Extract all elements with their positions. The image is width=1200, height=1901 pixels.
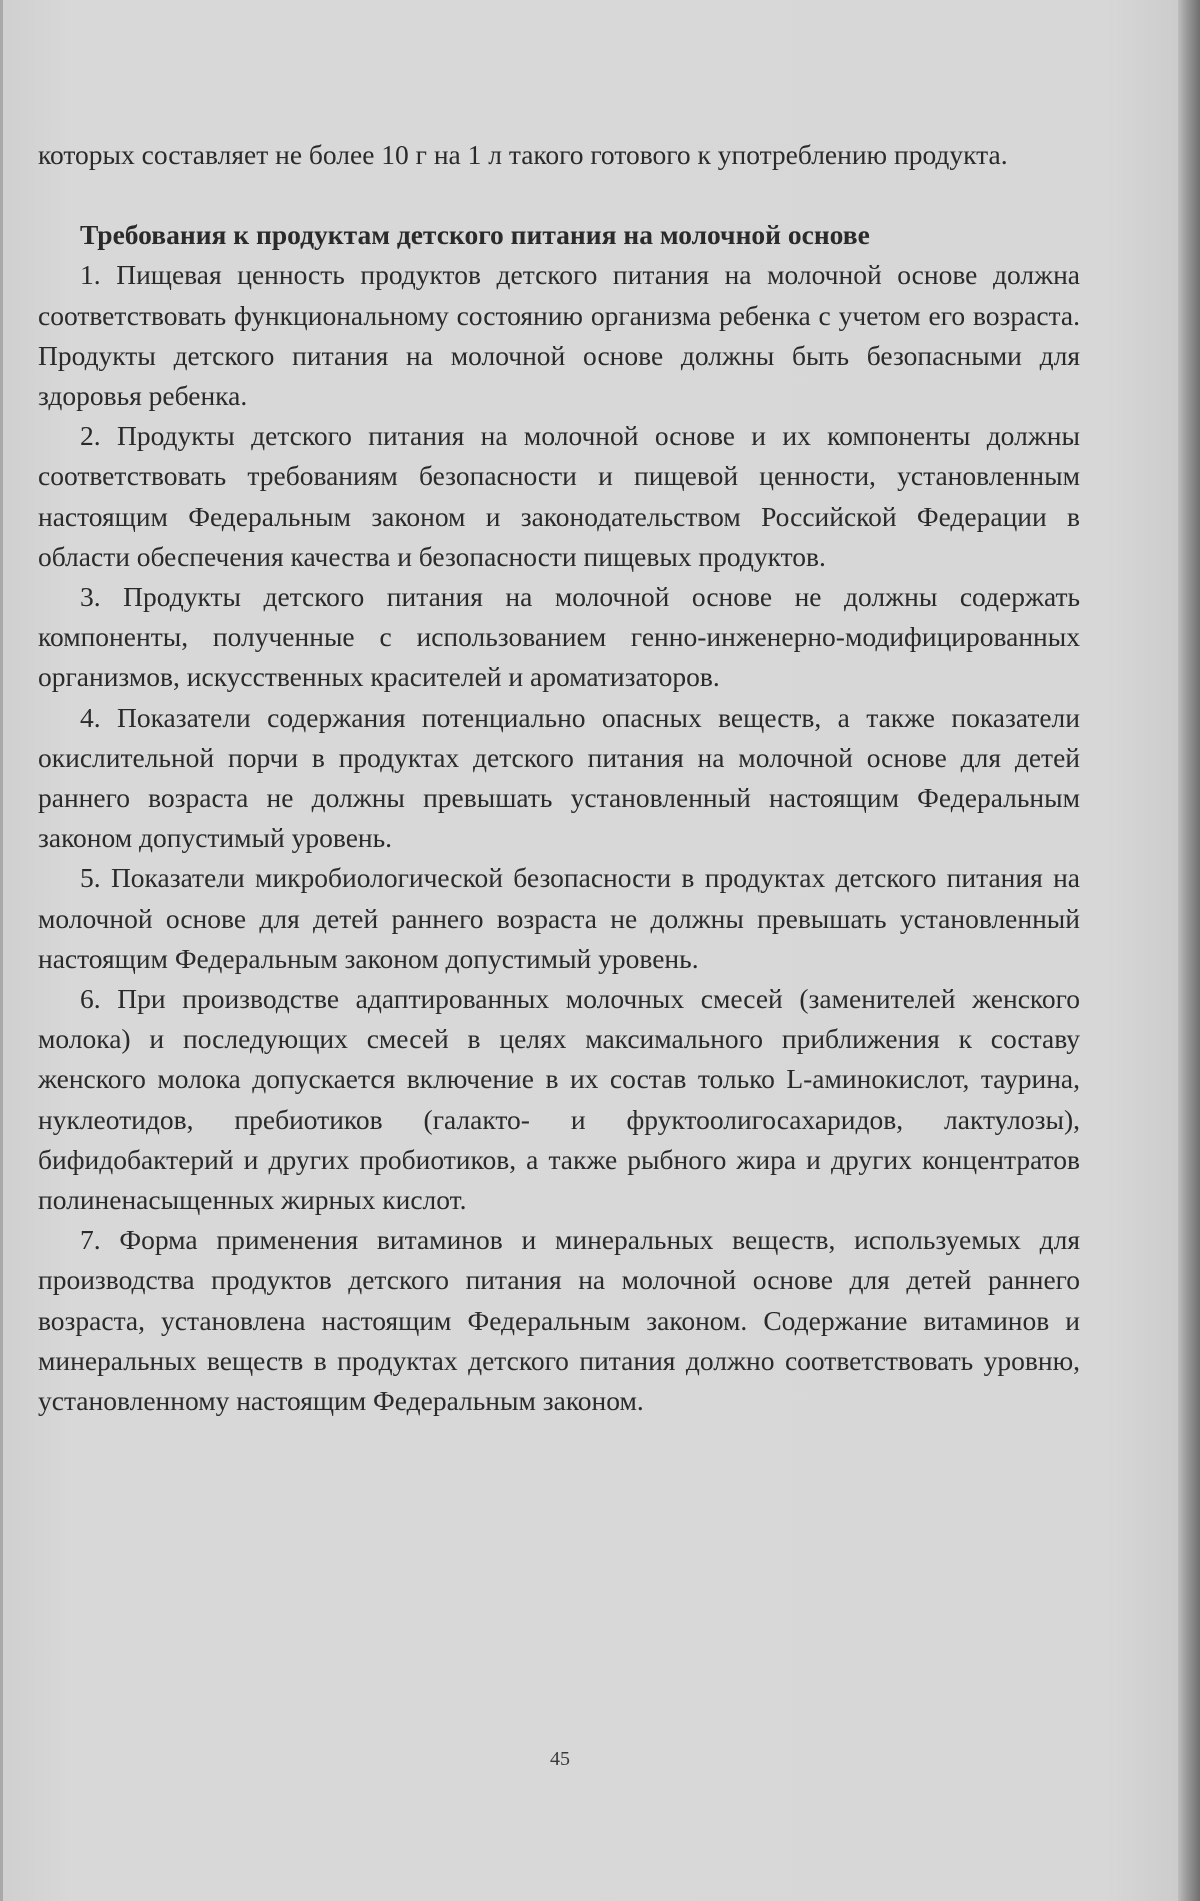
section-heading: Требования к продуктам детского питания на молочной основе	[80, 219, 870, 251]
paragraph-4: 4. Показатели содержания потенциально опасных веществ, а также показатели окислительной порчи в продуктах детского питания на молочной основе для детей раннего возраста не должны превышать установленный настоящим Федеральным законом допустимый уровень.	[38, 701, 1080, 854]
page-left-edge	[0, 0, 3, 1901]
paragraph-6: 6. При производстве адаптированных молочных смесей (заменителей женского молока) и последующих смесей в целях максимального приближения к составу женского молока допускается включение в их состав только L-аминокислот, таурина, нуклеотидов, пребиотиков (галакто- и фруктоолигосахаридов, лактулозы), бифидобактерий и других пробиотиков, а также рыбного жира и других концентратов полиненасыщенных жирных кислот.	[38, 983, 1080, 1216]
paragraph-5: 5. Показатели микробиологической безопасности в продуктах детского питания на молочной основе для детей раннего возраста не должны превышать установленный настоящим Федеральным законом допустимый уровень.	[38, 862, 1080, 974]
paragraph-3: 3. Продукты детского питания на молочной основе не должны содержать компоненты, полученные с использованием генно-инженерно-модифицированных организмов, искусственных красителей и ароматизаторов.	[38, 581, 1080, 693]
paragraph-2: 2. Продукты детского питания на молочной основе и их компоненты должны соответствовать требованиям безопасности и пищевой ценности, установленным настоящим Федеральным законом и законодательством Российской Федерации в области обеспечения качества и безопасности пищевых продуктов.	[38, 420, 1080, 572]
page-edge-shadow	[1178, 0, 1200, 1901]
paragraph-7: 7. Форма применения витаминов и минеральных веществ, используемых для производства продуктов детского питания на молочной основе для детей раннего возраста, установлена настоящим Федеральным законом. Содержание витаминов и минеральных веществ в продуктах детского питания должно соответствовать уровню, установленному настоящим Федеральным законом.	[38, 1224, 1080, 1417]
paragraph-1: 1. Пищевая ценность продуктов детского питания на молочной основе должна соответствовать функциональному состоянию организма ребенка с учетом его возраста. Продукты детского питания на молочной основе должны быть безопасными для здоровья ребенка.	[38, 259, 1080, 412]
continuation-paragraph: которых составляет не более 10 г на 1 л такого готового к употреблению продукта.	[38, 139, 1008, 170]
page-number: 45	[550, 1748, 570, 1770]
document-body	[38, 135, 1080, 1421]
